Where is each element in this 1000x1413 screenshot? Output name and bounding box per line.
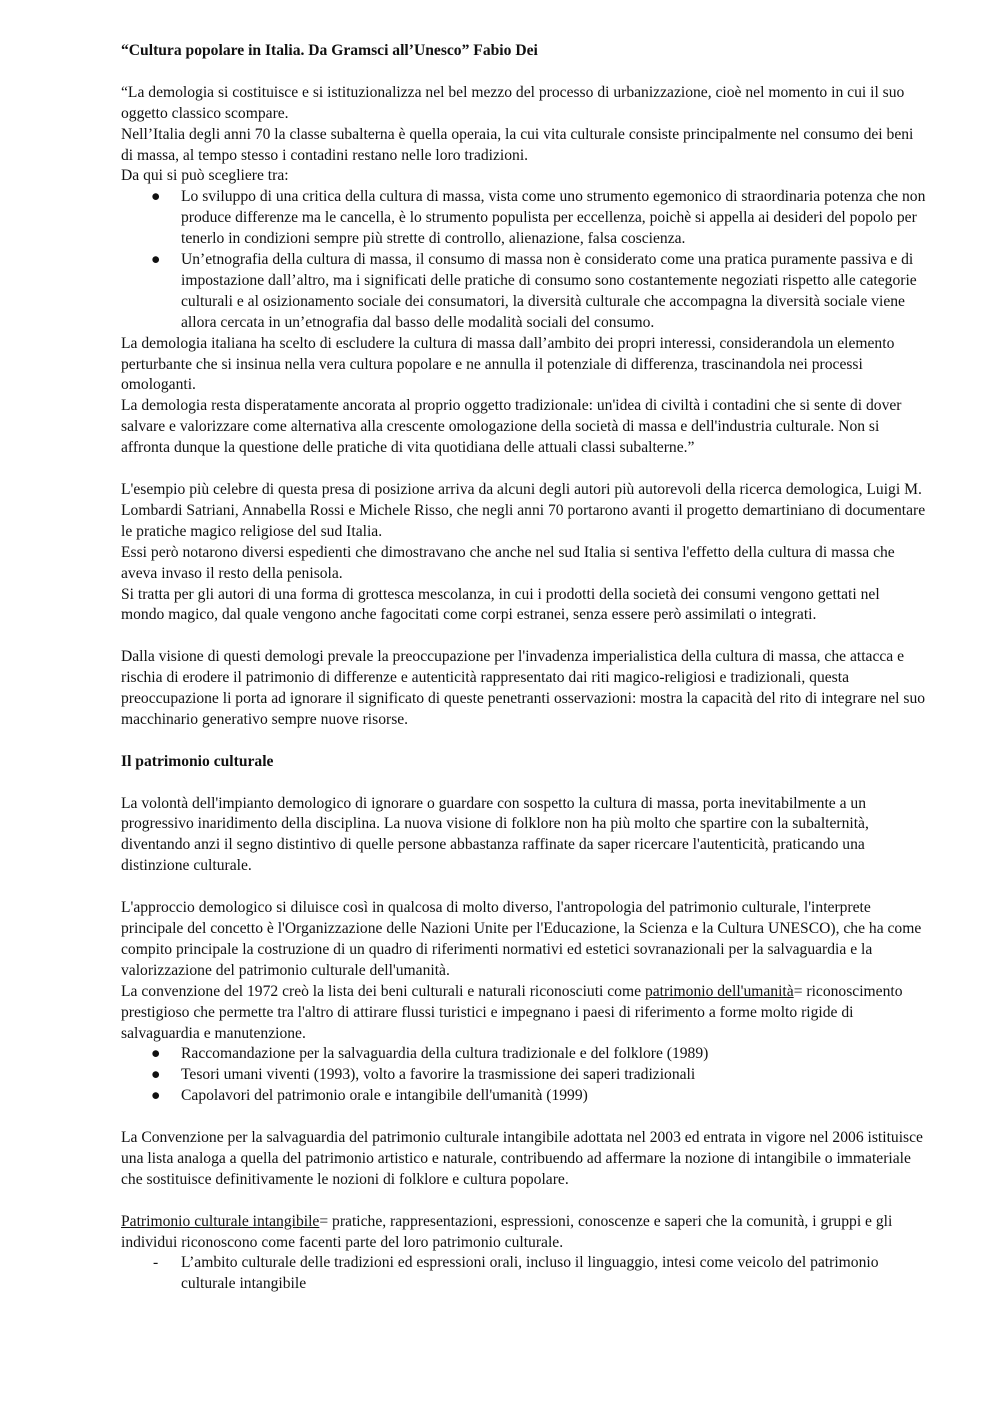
intro-paragraph-1: “La demologia si costituisce e si istituzionalizza nel bel mezzo del processo di urbanizzazione, cioè nel momento in cui il suo oggetto classico scompare. [121,83,905,122]
intro-paragraph-5: La demologia resta disperatamente ancorata al proprio oggetto tradizionale: un'idea di civiltà i contadini che si sente di dover salvare e valorizzare come alternativa alla crescente omologazione della società di massa e dell'industria culturale. Non si affronta dunque la questione delle pratiche di vita quotidiana delle attuali classi subalterne.” [121,397,902,457]
text-run: La convenzione del 1972 creò la lista dei beni culturali e naturali riconosciuti come [121,982,645,1000]
intro-paragraph-4: La demologia italiana ha scelto di escludere la cultura di massa dall’ambito dei propri interessi, considerandola un elemento perturbante che si insinua nella vera cultura popolare e ne annulla il potenziale di differenza, trascinandola nei processi omologanti. [121,334,895,394]
example-paragraph-1: L'esempio più celebre di questa presa di posizione arriva da alcuni degli autori più autorevoli della ricerca demologica, Luigi M. Lombardi Satriani, Annabella Rossi e Michele Risso, che negli anni 70 portarono avanti il progetto demartiniano di documentare le pratiche magico religiose del sud Italia. [121,481,926,540]
spacer [121,731,926,752]
unesco-bullet-list [121,1044,926,1107]
example-paragraph-3: Si tratta per gli autori di una forma di grottesca mescolanza, in cui i prodotti della società dei consumi vengono gettati nel mondo magico, dal quale vengono anche fagocitati come corpi estranei, senza essere però assimilati o integrati. [121,585,880,624]
list-item-text: Raccomandazione per la salvaguardia della cultura tradizionale e del folklore (1989) [181,1045,709,1063]
list-item [121,1253,926,1295]
dash-list [121,1253,926,1295]
heritage-paragraph-2: L'approccio demologico si diluisce così in qualcosa di molto diverso, l'antropologia del patrimonio culturale, l'interprete principale del concetto è l'Organizzazione delle Nazioni Unite per l'Educazione, la Scienza e la Cultura UNESCO), che ha come compito principale la costruzione di un quadro di riferimenti normativi ed estetici sovranazionali per la salvaguardia e la valorizzazione del patrimonio culturale dell'umanità. [121,899,922,979]
intro-paragraph-2: Nell’Italia degli anni 70 la classe subalterna è quella operaia, la cui vita culturale consiste principalmente nel consumo dei beni di massa, al tempo stesso i contadini restano nelle loro tradizioni. [121,125,914,164]
spacer [121,459,926,480]
list-item [121,1065,926,1086]
document-title: “Cultura popolare in Italia. Da Gramsci all’Unesco” Fabio Dei [121,42,538,59]
bullet-icon: ● [151,251,161,269]
heritage-paragraph-4: La Convenzione per la salvaguardia del patrimonio culturale intangibile adottata nel 2003 ed entrata in vigore nel 2006 istituisce una lista analoga a quella del patrimonio artistico e naturale, contribuendo ad affermare la nozione di intangibile o immateriale che sostituisce definitivamente le nozioni di folklore e cultura popolare. [121,1129,923,1188]
section-heading: Il patrimonio culturale [121,752,274,770]
intro-bullet-list [121,187,926,333]
list-item [121,187,926,250]
spacer [121,773,926,794]
list-item-text: Lo sviluppo di una critica della cultura di massa, vista come uno strumento egemonico di straordinaria potenza che non produce differenze ma le cancella, è lo strumento populista per eccellenza, poichè si appella ai desideri del popolo per tenerlo in condizioni sempre più strette di controllo, alienazione, falsa coscienza. [181,188,926,248]
heritage-paragraph-1: La volontà dell'impianto demologico di ignorare o guardare con sospetto la cultura di massa, porta inevitabilmente a un progressivo inaridimento della disciplina. La nuova visione di folklore non ha più molto che spartire con la subalternità, diventando anzi il segno distintivo di quelle persone abbastanza raffinate da saper ricercare l'autenticità, praticando una distinzione culturale. [121,794,869,875]
list-item-text: Un’etnografia della cultura di massa, il consumo di massa non è considerato come una pratica puramente passiva e di impostazione dall’altro, ma i significati delle pratiche di consumo sono costantemente negoziati rispetto alle categorie culturali e al osizionamento sociale dei consumatori, la diversità culturale che accompagna la diversità sociale viene allora cercata in un’etnografia dal basso delle modalità sociali del consumo. [181,251,917,331]
document-page [121,41,926,1295]
example-paragraph-2: Essi però notarono diversi espedienti che dimostravano che anche nel sud Italia si sentiva l'effetto della cultura di massa che aveva invaso il resto della penisola. [121,543,895,582]
list-item-text: Tesori umani viventi (1993), volto a favorire la trasmissione dei saperi tradizionali [181,1066,696,1084]
vision-paragraph: Dalla visione di questi demologi prevale la preoccupazione per l'invadenza imperialistica della cultura di massa, che attacca e rischia di erodere il patrimonio di differenze e autenticità rappresentato dai riti magico-religiosi e tradizionali, questa preoccupazione li porta ad ignorare il significato di queste penetranti osservazioni: mostra la capacità del rito di integrare nel suo macchinario generativo sempre nuove risorse. [121,648,926,728]
heritage-paragraph-3 [121,982,926,1045]
underlined-term: patrimonio dell'umanità [644,982,794,1000]
spacer [121,626,926,647]
list-item-text: L’ambito culturale delle tradizioni ed espressioni orali, incluso il linguaggio, intesi come veicolo del patrimonio culturale intangibile [181,1254,879,1293]
spacer [121,877,926,898]
list-item [121,250,926,334]
bullet-icon: ● [151,188,161,206]
intro-paragraph-3: Da qui si può scegliere tra: [121,167,289,185]
bullet-icon: ● [151,1045,161,1063]
underlined-term: Patrimonio culturale intangibile [121,1212,320,1230]
spacer [121,1107,926,1128]
list-item [121,1086,926,1107]
list-item [121,1044,926,1065]
text-run: = riconoscimento prestigioso che permette tra l'altro di attirare flussi turistici e impegnano i paesi di riferimento a forme molto rigide di salvaguardia e manutenzione. [121,982,903,1042]
bullet-icon: ● [151,1066,161,1084]
spacer [121,1191,926,1212]
dash-icon: - [153,1254,159,1272]
heritage-paragraph-5 [121,1212,926,1254]
text-run: = pratiche, rappresentazioni, espressioni, conoscenze e saperi che la comunità, i gruppi e gli individui riconoscono come facenti parte del loro patrimonio culturale. [121,1212,893,1251]
spacer [121,62,926,83]
list-item-text: Capolavori del patrimonio orale e intangibile dell'umanità (1999) [181,1087,588,1105]
bullet-icon: ● [151,1087,161,1105]
